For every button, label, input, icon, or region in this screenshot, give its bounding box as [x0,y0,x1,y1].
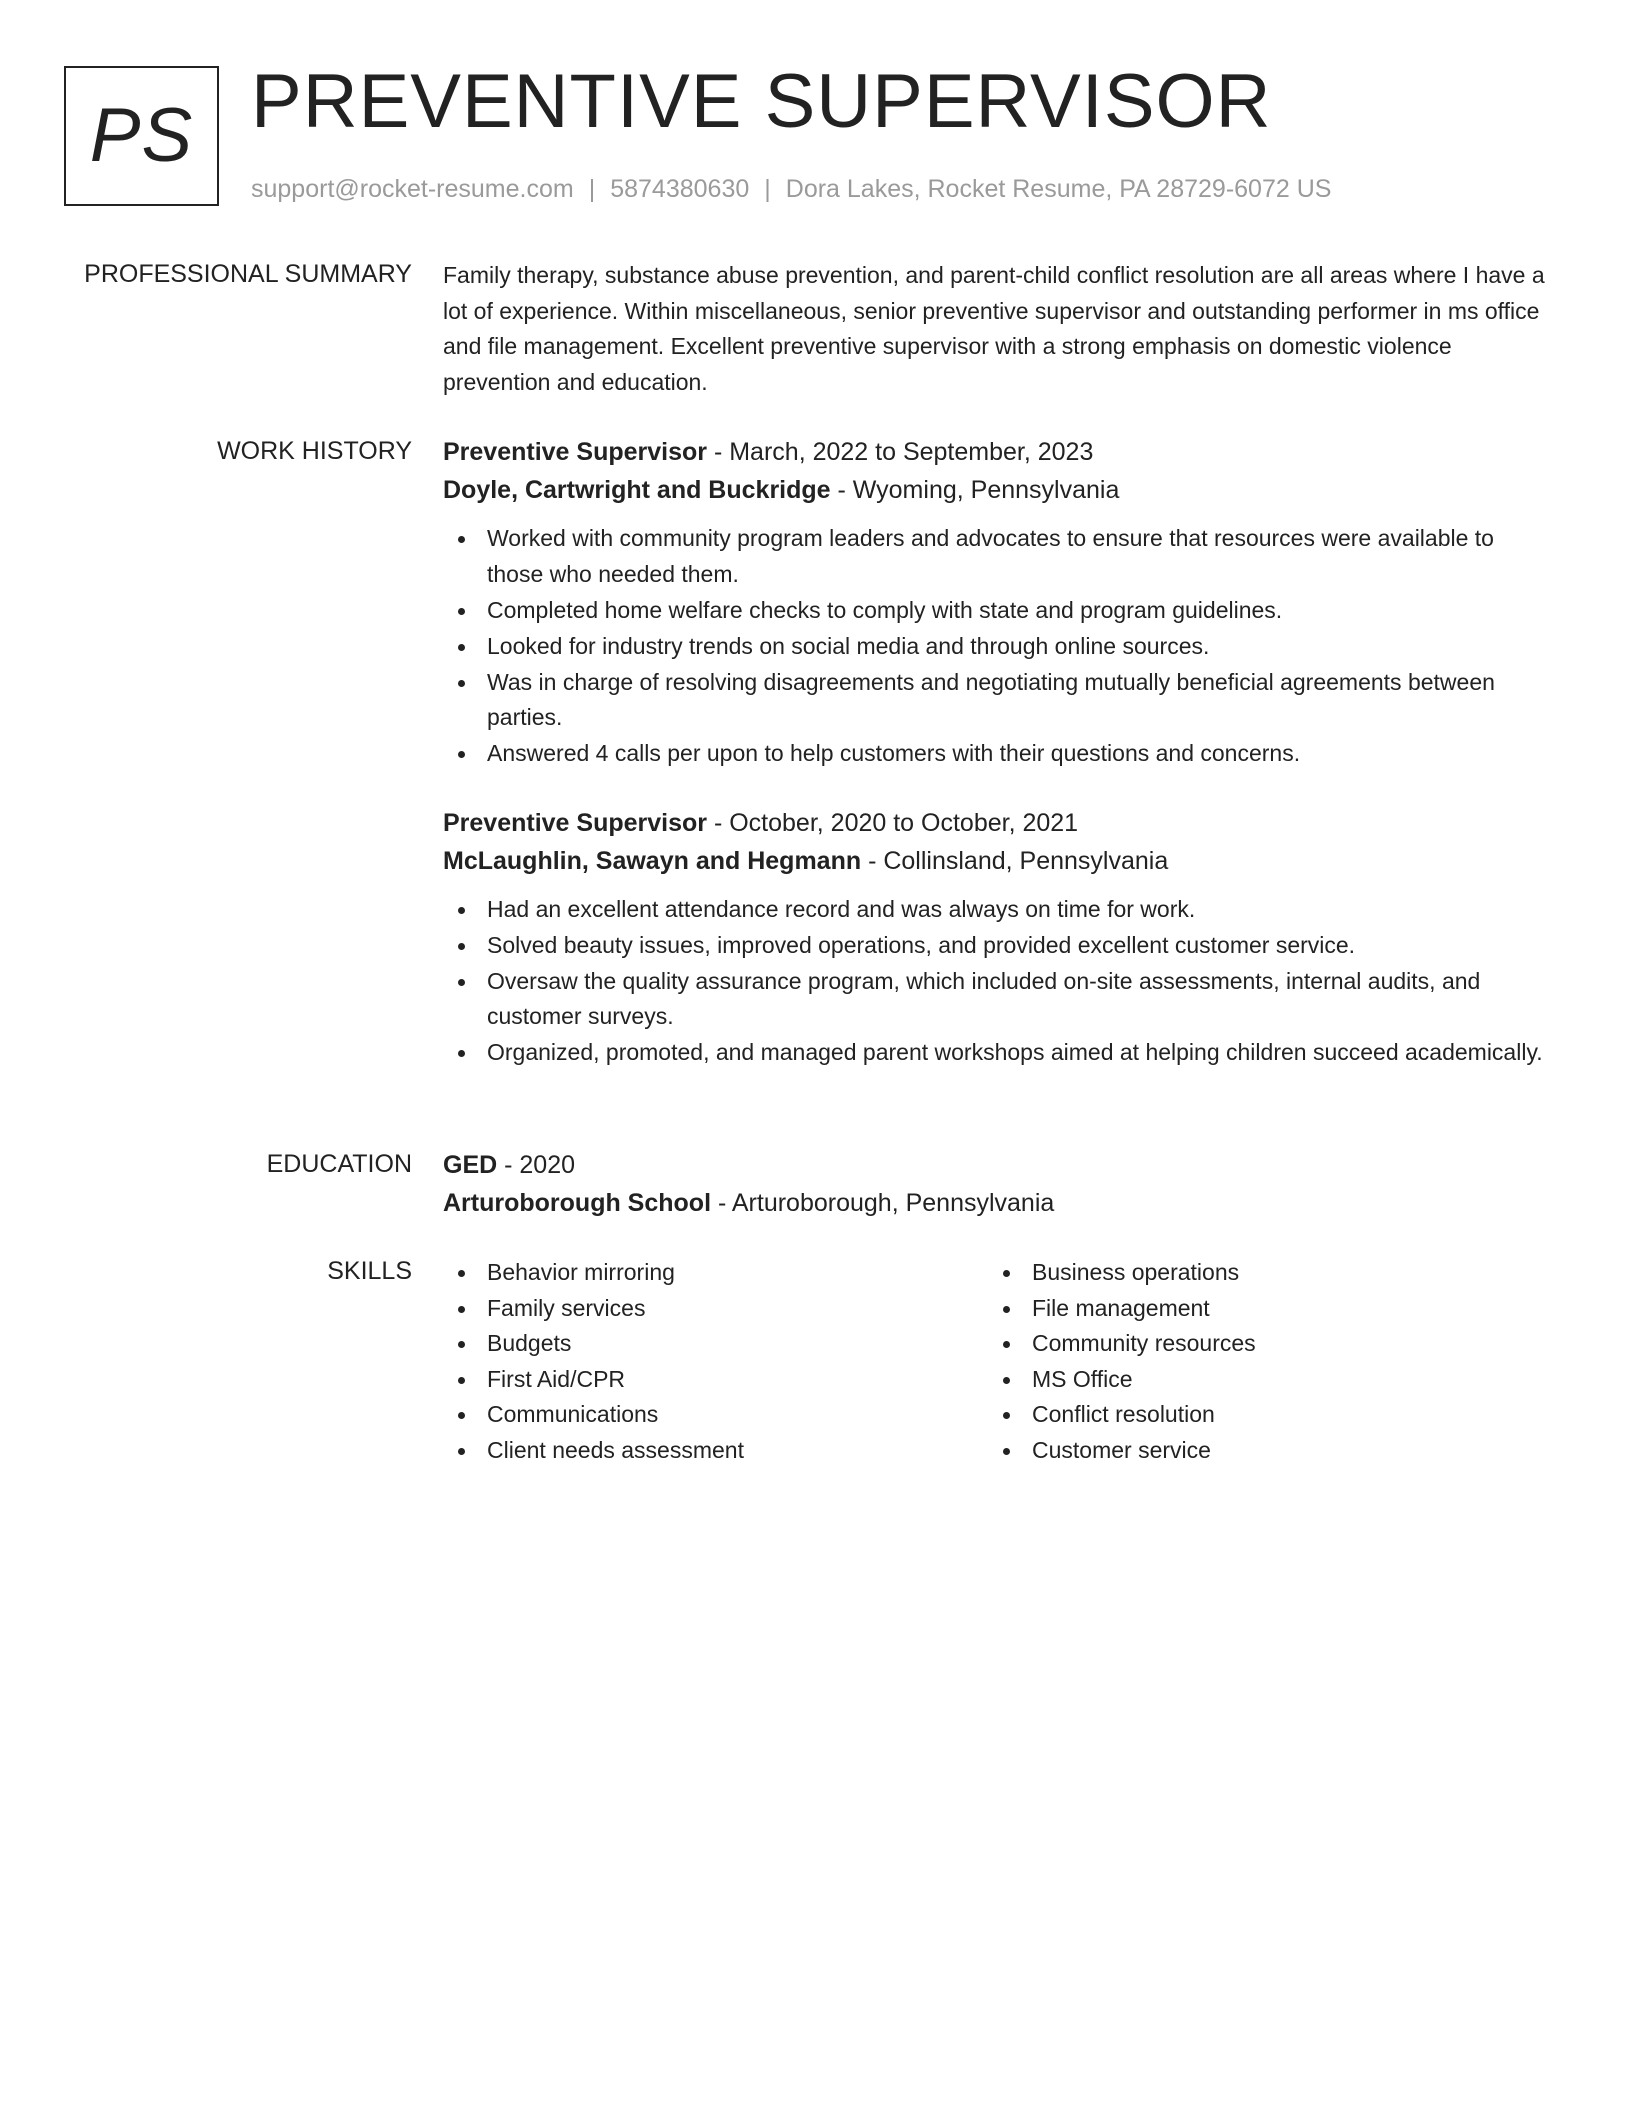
contact-separator: | [764,175,771,203]
job-bullet: Completed home welfare checks to comply with state and program guidelines. [443,593,1553,629]
skill-item: Customer service [988,1433,1518,1469]
skills-list [443,1255,973,1468]
skill-item: Behavior mirroring [443,1255,973,1291]
job-entry [443,804,1553,1071]
skill-item: First Aid/CPR [443,1362,973,1398]
job-title: Preventive Supervisor [443,438,708,466]
skill-item: Business operations [988,1255,1518,1291]
job-bullet: Oversaw the quality assurance program, which included on-site assessments, internal audits, and customer surveys. [443,964,1553,1035]
skills-column-right [988,1255,1518,1468]
job-company-line [443,471,1553,509]
job-company: McLaughlin, Sawayn and Hegmann [443,846,862,875]
section-label-work-history: WORK HISTORY [217,437,412,465]
skill-item: MS Office [988,1362,1518,1398]
contact-separator: | [588,175,596,203]
skill-item: Client needs assessment [443,1433,973,1469]
work-history-body [443,433,1553,1071]
job-bullet-list [443,521,1553,772]
education-location: - Arturoborough, Pennsylvania [711,1189,1055,1217]
skills-list [988,1255,1518,1468]
job-location: - Wyoming, Pennsylvania [830,476,1120,504]
monogram-initials: PS [89,93,194,178]
job-entry [443,433,1553,772]
section-label-education: EDUCATION [266,1150,412,1178]
section-label-skills: SKILLS [327,1257,412,1285]
job-bullet: Organized, promoted, and managed parent workshops aimed at helping children succeed academically. [443,1035,1553,1071]
summary-text: Family therapy, substance abuse prevention, and parent-child conflict resolution are all areas where I have a lot of experience. Within miscellaneous, senior preventive supervisor and outstanding performer in ms office and file management. Excellent preventive supervisor with a strong emphasis on domestic violence prevention and education. [443,262,1545,395]
job-bullet: Was in charge of resolving disagreements and negotiating mutually beneficial agreements between parties. [443,665,1553,736]
contact-address: Dora Lakes, Rocket Resume, PA 28729-6072 US [785,175,1332,203]
job-bullet: Looked for industry trends on social media and through online sources. [443,629,1553,665]
job-title: Preventive Supervisor [443,808,708,837]
contact-phone: 5874380630 [610,175,750,203]
skill-item: Community resources [988,1326,1518,1362]
education-degree-line [443,1146,1553,1184]
job-bullet: Worked with community program leaders and advocates to ensure that resources were available to those who needed them. [443,521,1553,592]
contact-line [251,174,1331,204]
job-bullet: Answered 4 calls per upon to help customers with their questions and concerns. [443,736,1553,772]
education-degree: GED [443,1151,498,1179]
skill-item: Budgets [443,1326,973,1362]
skill-item: Conflict resolution [988,1397,1518,1433]
section-label-summary: PROFESSIONAL SUMMARY [84,260,412,288]
job-dates: - October, 2020 to October, 2021 [707,808,1079,837]
job-title-line [443,433,1553,471]
skills-column-left [443,1255,973,1468]
skill-item: Communications [443,1397,973,1433]
job-bullet-list [443,892,1553,1071]
job-location: - Collinsland, Pennsylvania [861,846,1169,875]
summary-body [443,258,1553,400]
monogram-badge [64,66,219,206]
job-company: Doyle, Cartwright and Buckridge [443,476,831,504]
skill-item: Family services [443,1291,973,1327]
job-company-line [443,842,1553,880]
job-bullet: Had an excellent attendance record and was always on time for work. [443,892,1553,928]
skill-item: File management [988,1291,1518,1327]
contact-email: support@rocket-resume.com [251,175,574,203]
education-year: - 2020 [497,1151,576,1179]
education-body [443,1146,1553,1222]
job-dates: - March, 2022 to September, 2023 [707,438,1094,466]
education-school: Arturoborough School [443,1189,712,1217]
job-bullet: Solved beauty issues, improved operations, and provided excellent customer service. [443,928,1553,964]
education-school-line [443,1184,1553,1222]
resume-name: PREVENTIVE SUPERVISOR [251,59,1272,144]
job-title-line [443,804,1553,842]
